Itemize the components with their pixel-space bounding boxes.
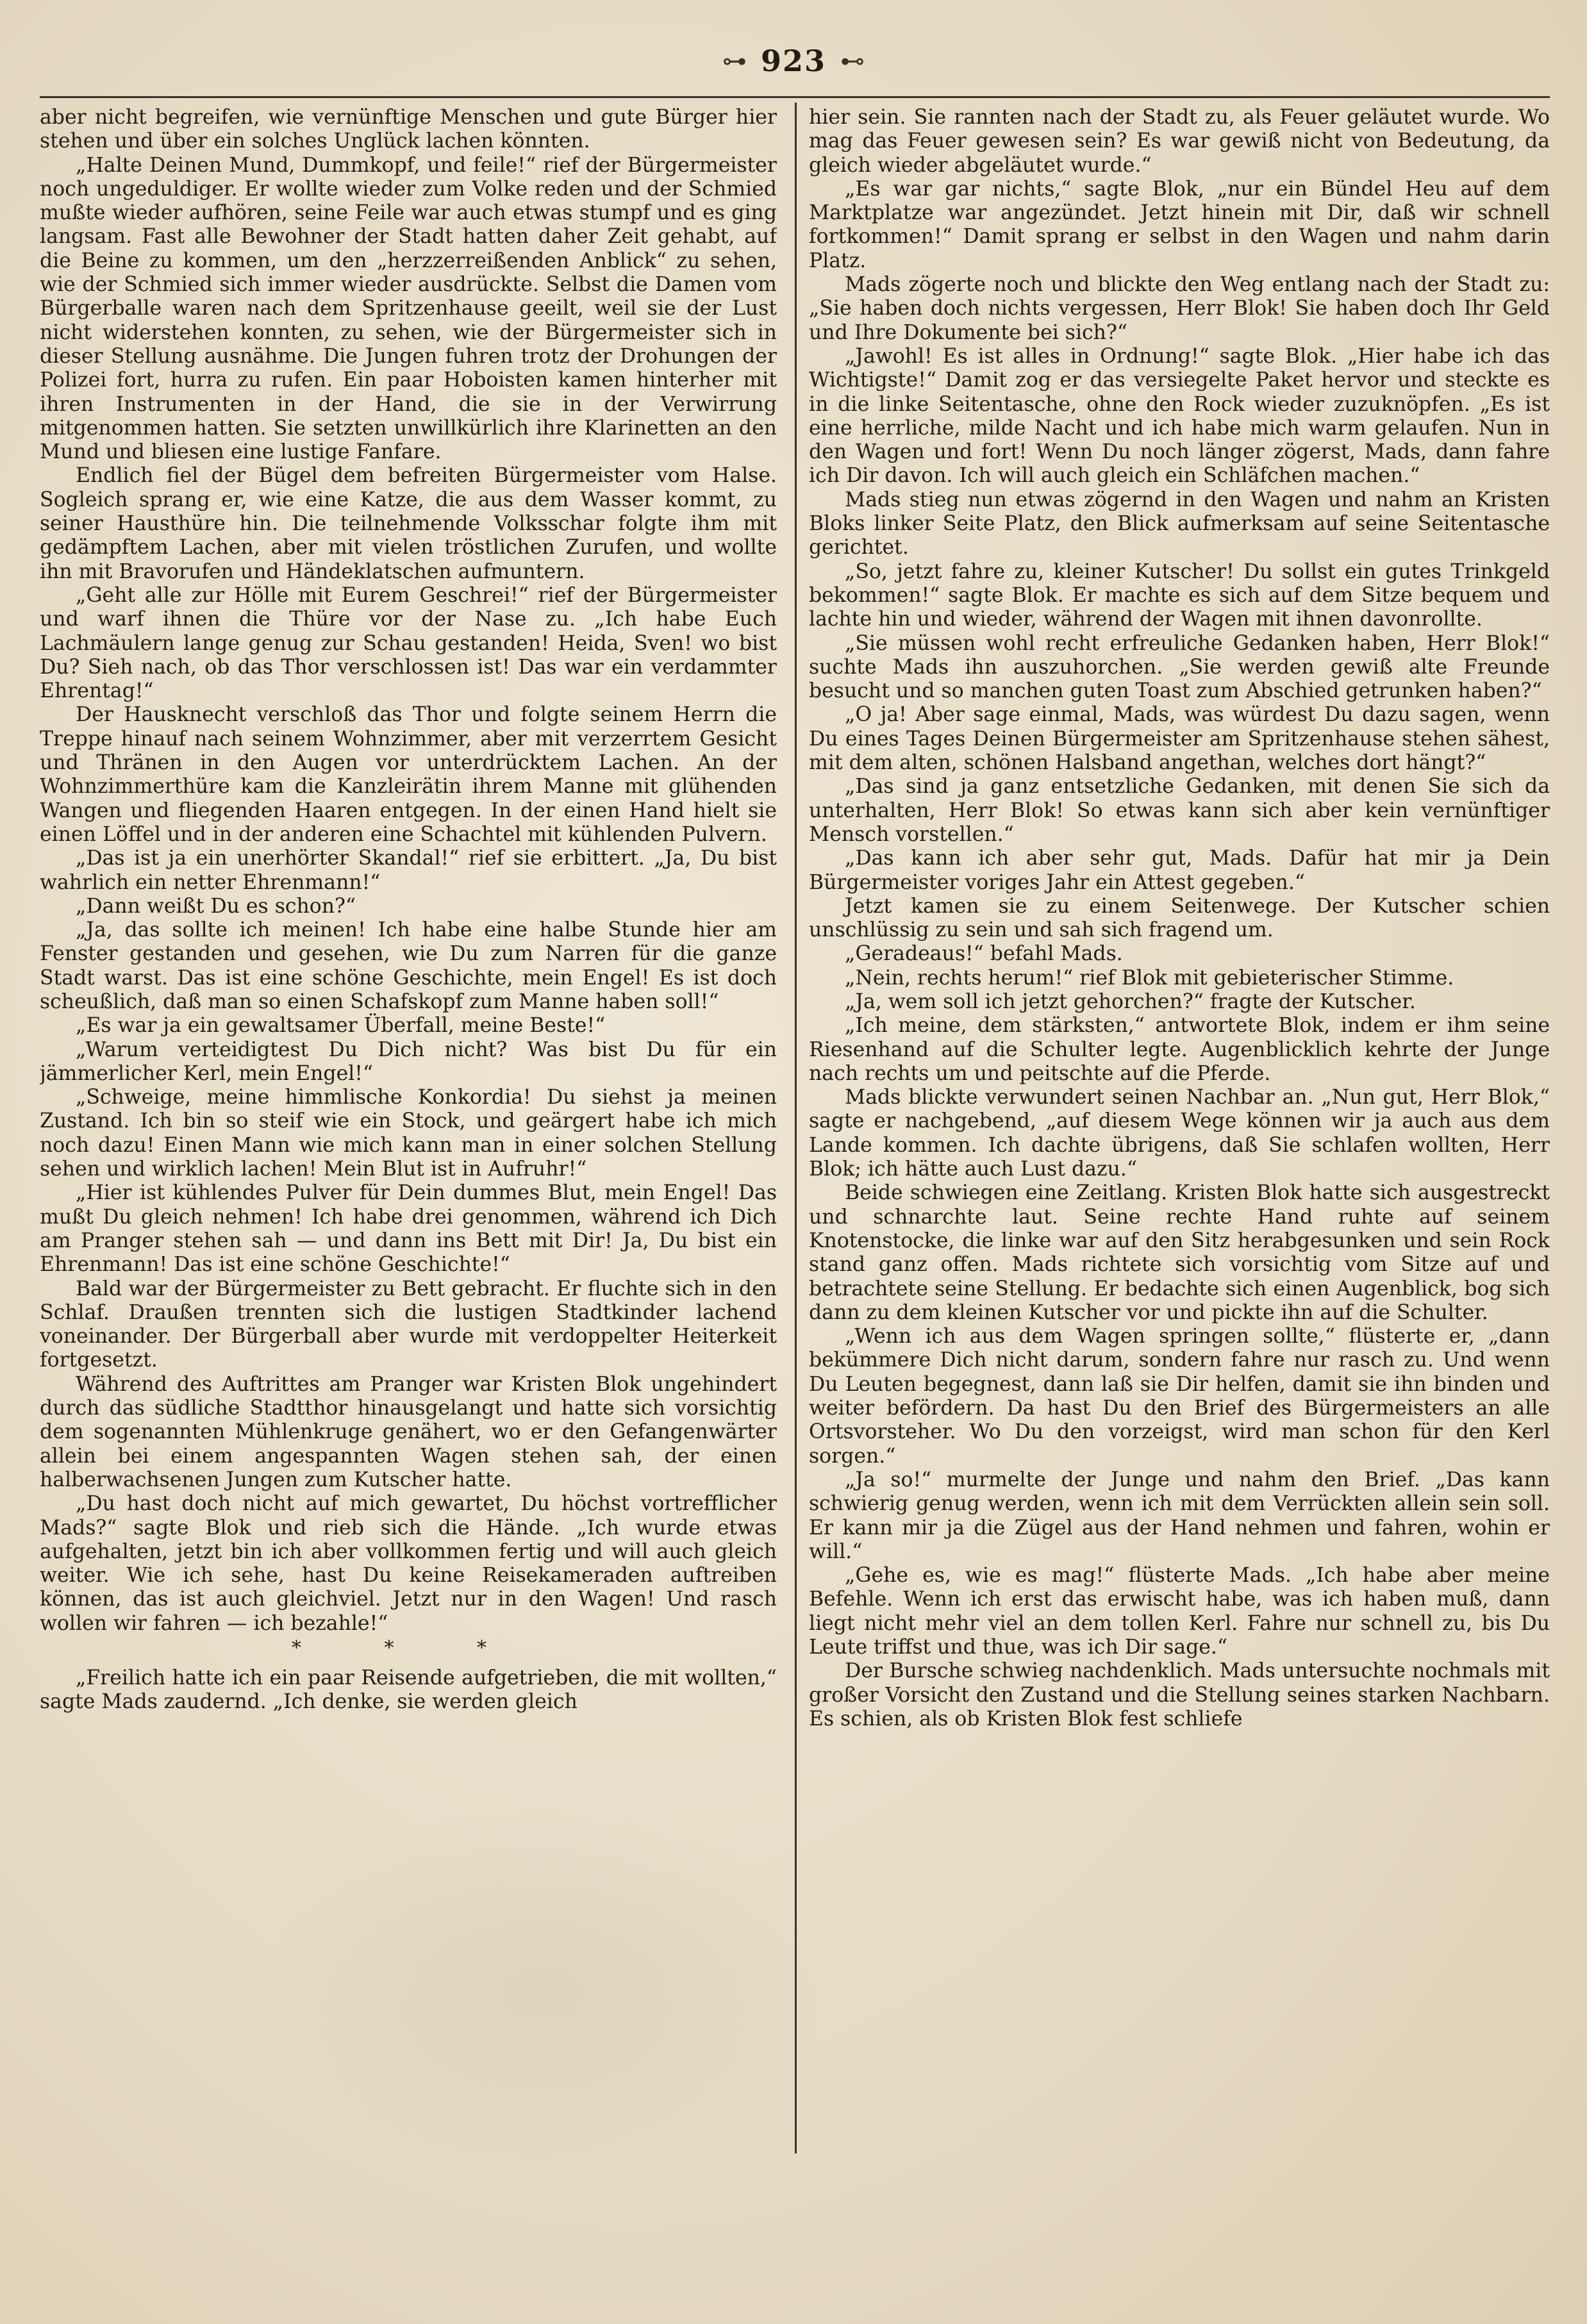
- paragraph: „Ich meine, dem stärksten,“ antwortete Blok, indem er ihm seine Riesenhand auf die Schulter legte. Augenblicklich kehrte der Junge nach rechts um und peitschte auf die Pferde.: [809, 1014, 1550, 1085]
- section-separator: * * *: [291, 1637, 526, 1659]
- paragraph: „Warum verteidigtest Du Dich nicht? Was bist Du für ein jämmerlicher Kerl, mein Engel!“: [40, 1038, 777, 1085]
- paragraph: „Du hast doch nicht auf mich gewartet, Du höchst vortrefflicher Mads?“ sagte Blok und rieb sich die Hände. „Ich wurde etwas aufgehalten, jetzt bin ich aber vollkommen fertig und will auch gleich weiter. Wie ich sehe, hast Du keine Reisekameraden auftreiben können, das ist auch gleichviel. Jetzt nur in den Wagen! Und rasch wollen wir fahren — ich bezahle!“: [40, 1492, 777, 1635]
- left-column: [40, 106, 777, 2246]
- paragraph: „Halte Deinen Mund, Dummkopf, und feile!“ rief der Bürgermeister noch ungeduldiger. Er wollte wieder zum Volke reden und der Schmied mußte wieder aufhören, seine Feile war auch etwas stumpf und es ging langsam. Fast alle Bewohner der Stadt hatten daher Zeit gehabt, auf die Beine zu kommen, um den „herzzerreißenden Anblick“ zu sehen, wie der Schmied sich immer wieder ausdrückte. Selbst die Damen vom Bürgerballe waren nach dem Spritzenhause geeilt, weil sie der Lust nicht widerstehen konnten, zu sehen, wie der Bürgermeister sich in dieser Stellung ausnähme. Die Jungen fuhren trotz der Drohungen der Polizei fort, hurra zu rufen. Ein paar Hoboisten kamen hinterher mit ihren Instrumenten in der Hand, die sie in der Verwirrung mitgenommen hatten. Sie setzten unwillkürlich ihre Klarinetten an den Mund und bliesen eine lustige Fanfare.: [40, 153, 777, 464]
- paragraph: „Gehe es, wie es mag!“ flüsterte Mads. „Ich habe aber meine Befehle. Wenn ich erst das erwischt habe, was ich haben muß, dann liegt nicht mehr viel an dem tollen Kerl. Fahre nur schnell zu, bis Du Leute triffst und thue, was ich Dir sage.“: [809, 1564, 1550, 1659]
- paragraph: Der Bursche schwieg nachdenklich. Mads untersuchte nochmals mit großer Vorsicht den Zustand und die Stellung seines starken Nachbarn. Es schien, als ob Kristen Blok fest schliefe: [809, 1659, 1550, 1731]
- paragraph: „Schweige, meine himmlische Konkordia! Du siehst ja meinen Zustand. Ich bin so steif wie ein Stock, und geärgert habe ich mich noch dazu! Einen Mann wie mich kann man in einer solchen Stellung sehen und wirklich lachen! Mein Blut ist in Aufruhr!“: [40, 1086, 777, 1181]
- paragraph: „So, jetzt fahre zu, kleiner Kutscher! Du sollst ein gutes Trinkgeld bekommen!“ sagte Blok. Er machte es sich auf dem Sitze bequem und lachte hin und wieder, während der Wagen mit ihnen davonrollte.: [809, 560, 1550, 631]
- right-column: [809, 106, 1550, 2246]
- right-ornament-icon: ⊷: [840, 47, 865, 75]
- paragraph: „Das sind ja ganz entsetzliche Gedanken, mit denen Sie sich da unterhalten, Herr Blok! So etwas kann sich aber kein vernünftiger Mensch vorstellen.“: [809, 775, 1550, 846]
- left-ornament-icon: ⊶: [722, 47, 747, 75]
- paragraph: „Wenn ich aus dem Wagen springen sollte,“ flüsterte er, „dann bekümmere Dich nicht darum, sondern fahre nur rasch zu. Und wenn Du Leuten begegnest, dann laß sie Dir helfen, damit sie ihn binden und weiter befördern. Da hast Du den Brief des Bürgermeisters an alle Ortsvorsteher. Wo Du den vorzeigst, wird man schon für den Kerl sorgen.“: [809, 1325, 1550, 1468]
- paragraph: Beide schwiegen eine Zeitlang. Kristen Blok hatte sich ausgestreckt und schnarchte laut. Seine rechte Hand ruhte auf seinem Knotenstocke, die linke war auf den Sitz herabgesunken und sein Rock stand ganz offen. Mads richtete sich vorsichtig vom Sitze auf und betrachtete seine Stellung. Er bedachte sich einen Augenblick, bog sich dann zu dem kleinen Kutscher vor und pickte ihn auf die Schulter.: [809, 1181, 1550, 1324]
- paragraph: „Ja, wem soll ich jetzt gehorchen?“ fragte der Kutscher.: [845, 990, 1416, 1013]
- column-divider: [795, 103, 797, 2154]
- paragraph: „Sie müssen wohl recht erfreuliche Gedanken haben, Herr Blok!“ suchte Mads ihn auszuhorchen. „Sie werden gewiß alte Freunde besucht und so manchen guten Toast zum Abschied getrunken haben?“: [809, 631, 1550, 703]
- paragraph: Mads zögerte noch und blickte den Weg entlang nach der Stadt zu: „Sie haben doch nichts vergessen, Herr Blok! Sie haben doch Ihr Geld und Ihre Dokumente bei sich?“: [809, 273, 1550, 344]
- paragraph: Mads blickte verwundert seinen Nachbar an. „Nun gut, Herr Blok,“ sagte er nachgebend, „auf diesem Wege können wir ja auch aus dem Lande kommen. Ich dachte übrigens, daß Sie schlafen wollten, Herr Blok; ich hätte auch Lust dazu.“: [809, 1086, 1550, 1181]
- paragraph: „Geht alle zur Hölle mit Eurem Geschrei!“ rief der Bürgermeister und warf ihnen die Thüre vor der Nase zu. „Ich habe Euch Lachmäulern lange genug zur Schau gestanden! Heida, Sven! wo bist Du? Sieh nach, ob das Thor verschlossen ist! Das war ein verdammter Ehrentag!“: [40, 583, 777, 703]
- paragraph: „Freilich hatte ich ein paar Reisende aufgetrieben, die mit wollten,“ sagte Mads zaudernd. „Ich denke, sie werden gleich: [40, 1666, 777, 1714]
- paragraph: „Das kann ich aber sehr gut, Mads. Dafür hat mir ja Dein Bürgermeister voriges Jahr ein Attest gegeben.“: [809, 847, 1550, 894]
- paragraph: „Ja, das sollte ich meinen! Ich habe eine halbe Stunde hier am Fenster gestanden und gesehen, wie Du zum Narren für die ganze Stadt warst. Das ist eine schöne Geschichte, mein Engel! Es ist doch scheußlich, daß man so einen Schafskopf zum Manne haben soll!“: [40, 918, 777, 1013]
- paragraph: „Hier ist kühlendes Pulver für Dein dummes Blut, mein Engel! Das mußt Du gleich nehmen! Ich habe drei genommen, während ich Dich am Pranger stehen sah — und dann ins Bett mit Dir! Ja, Du bist ein Ehrenmann! Das ist eine schöne Geschichte!“: [40, 1181, 777, 1277]
- paragraph: Mads stieg nun etwas zögernd in den Wagen und nahm an Kristen Bloks linker Seite Platz, den Blick aufmerksam auf seine Seitentasche gerichtet.: [809, 488, 1550, 560]
- paragraph: „O ja! Aber sage einmal, Mads, was würdest Du dazu sagen, wenn Du eines Tages Deinen Bürgermeister am Spritzenhause stehen sähest, mit dem alten, schönen Halsband angethan, welches dort hängt?“: [809, 703, 1550, 775]
- paragraph: „Das ist ja ein unerhörter Skandal!“ rief sie erbittert. „Ja, Du bist wahrlich ein netter Ehrenmann!“: [40, 847, 777, 894]
- paragraph: aber nicht begreifen, wie vernünftige Menschen und gute Bürger hier stehen und über ein solches Unglück lachen könnten.: [40, 106, 777, 153]
- paragraph: „Nein, rechts herum!“ rief Blok mit gebieterischer Stimme.: [845, 966, 1454, 990]
- paragraph: Bald war der Bürgermeister zu Bett gebracht. Er fluchte sich in den Schlaf. Draußen trennten sich die lustigen Stadtkinder lachend voneinander. Der Bürgerball aber wurde mit verdoppelter Heiterkeit fortgesetzt.: [40, 1277, 777, 1372]
- paragraph: hier sein. Sie rannten nach der Stadt zu, als Feuer geläutet wurde. Wo mag das Feuer gewesen sein? Es war gewiß nicht von Bedeutung, da gleich wieder abgeläutet wurde.“: [809, 106, 1550, 177]
- paragraph: „Geradeaus!“ befahl Mads.: [845, 942, 1123, 966]
- page-number: 923: [760, 44, 827, 78]
- paragraph: Der Hausknecht verschloß das Thor und folgte seinem Herrn die Treppe hinauf nach seinem Wohnzimmer, aber mit verzerrtem Gesicht und Thränen in den Augen vor unterdrücktem Lachen. An der Wohnzimmerthüre kam die Kanzleirätin ihrem Manne mit glühenden Wangen und fliegenden Haaren entgegen. In der einen Hand hielt sie einen Löffel und in der anderen eine Schachtel mit kühlenden Pulvern.: [40, 703, 777, 846]
- header-rule: [40, 96, 1550, 98]
- paragraph: „Es war ja ein gewaltsamer Überfall, meine Beste!“: [76, 1014, 606, 1038]
- paragraph: Jetzt kamen sie zu einem Seitenwege. Der Kutscher schien unschlüssig zu sein und sah sich fragend um.: [809, 894, 1550, 942]
- paragraph: „Es war gar nichts,“ sagte Blok, „nur ein Bündel Heu auf dem Marktplatze war angezündet. Jetzt hinein mit Dir, daß wir schnell fortkommen!“ Damit sprang er selbst in den Wagen und nahm darin Platz.: [809, 177, 1550, 272]
- page-header: [0, 38, 1587, 83]
- paragraph: „Ja so!“ murmelte der Junge und nahm den Brief. „Das kann schwierig genug werden, wenn ich mit dem Verrückten allein sein soll. Er kann mir ja die Zügel aus der Hand nehmen und fahren, wohin er will.“: [809, 1468, 1550, 1563]
- paragraph: Während des Auftrittes am Pranger war Kristen Blok ungehindert durch das südliche Stadtthor hinausgelangt und hatte sich vorsichtig dem sogenannten Mühlenkruge genähert, wo er den Gefangenwärter allein bei einem angespannten Wagen stehen sah, der einen halberwachsenen Jungen zum Kutscher hatte.: [40, 1372, 777, 1491]
- paragraph: Endlich fiel der Bügel dem befreiten Bürgermeister vom Halse. Sogleich sprang er, wie eine Katze, die aus dem Wasser kommt, zu seiner Hausthüre hin. Die teilnehmende Volksschar folgte ihm mit gedämpftem Lachen, aber mit vielen tröstlichen Zurufen, und wollte ihn mit Bravorufen und Händeklatschen aufmuntern.: [40, 464, 777, 583]
- paragraph: „Jawohl! Es ist alles in Ordnung!“ sagte Blok. „Hier habe ich das Wichtigste!“ Damit zog er das versiegelte Paket hervor und steckte es in die linke Seitentasche, ohne den Rock wieder zuzuknöpfen. „Es ist eine herrliche, milde Nacht und ich habe mich warm gelaufen. Nun in den Wagen und fort! Wenn Du noch länger zögerst, Mads, dann fahre ich Dir davon. Ich will auch gleich ein Schläfchen machen.“: [809, 344, 1550, 488]
- paragraph: „Dann weißt Du es schon?“: [76, 894, 356, 918]
